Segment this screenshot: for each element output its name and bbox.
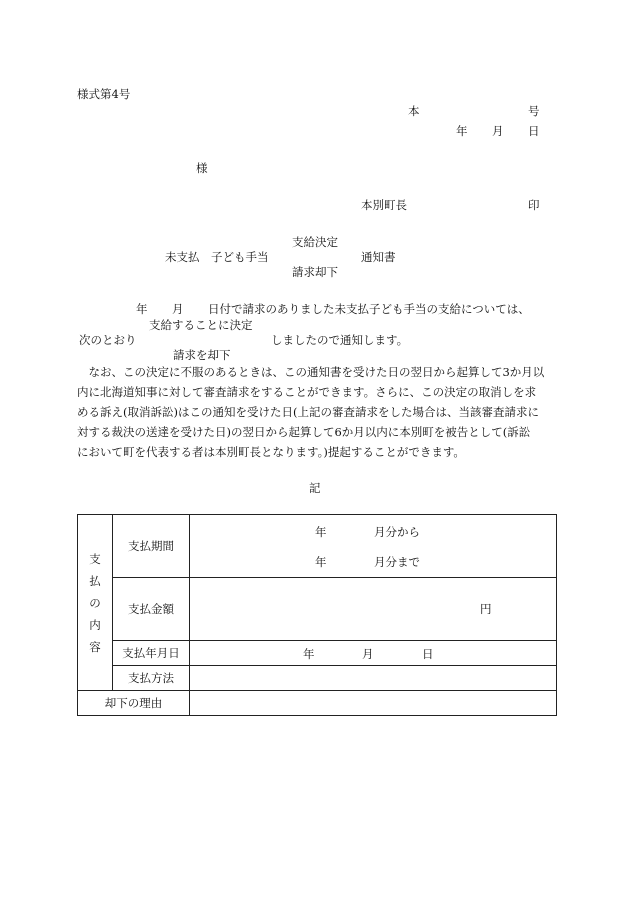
period-from-year: 年: [315, 525, 327, 539]
body-year: 年: [136, 302, 148, 316]
group-label-char: 容: [89, 639, 101, 654]
payment-date-cell[interactable]: [190, 641, 557, 666]
reject-reason-label: 却下の理由: [78, 691, 190, 716]
notice-line: において町を代表する者は本別町長となります。)提起することができます。: [77, 445, 465, 459]
amount-label: 支払金額: [113, 578, 190, 641]
notice-paragraph: [77, 362, 557, 462]
ki-heading: 記: [309, 481, 321, 495]
payment-date-day: 日: [422, 647, 434, 661]
notice-line: なお、この決定に不服のあるときは、この通知書を受けた日の翌日から起算して3か月以: [77, 365, 545, 379]
date-day: 日: [528, 124, 540, 138]
payment-date-month: 月: [362, 647, 374, 661]
doc-number-suffix: 号: [528, 104, 540, 118]
body-option-pay: 支給することに決定: [149, 318, 253, 332]
body-line2-start: 次のとおり: [79, 333, 137, 347]
title-option-reject: 請求却下: [292, 265, 338, 279]
date-year: 年: [456, 124, 468, 138]
title-main: 未支払 子ども手当: [165, 250, 269, 264]
date-month: 月: [492, 124, 504, 138]
amount-cell[interactable]: [190, 578, 557, 641]
group-label-char: 支: [89, 551, 101, 566]
notice-line: 対する裁決の送達を受けた日)の翌日から起算して6か月以内に本別町を被告として(訴訟: [77, 425, 531, 439]
sender-seal: 印: [528, 198, 540, 212]
payment-method-label: 支払方法: [113, 666, 190, 691]
payment-content-group-label: [78, 515, 113, 691]
sender-name: 本別町長: [361, 198, 407, 212]
period-from: 月分から: [374, 525, 420, 539]
amount-unit: 円: [480, 602, 492, 616]
group-label-char: 内: [89, 617, 101, 632]
period-cell[interactable]: [190, 515, 557, 578]
form-number: 様式第4号: [77, 87, 131, 101]
title-suffix: 通知書: [361, 250, 396, 264]
reject-reason-cell[interactable]: [190, 691, 557, 716]
period-to: 月分まで: [374, 555, 420, 569]
group-label-char: 払: [89, 573, 101, 588]
title-option-pay: 支給決定: [292, 235, 338, 249]
body-line2-end: しましたので通知します。: [271, 333, 409, 347]
payment-details-table: [77, 514, 557, 716]
group-label-char: の: [89, 595, 101, 610]
doc-number-prefix: 本: [408, 104, 420, 118]
notice-line: める訴え(取消訴訟)はこの通知を受けた日(上記の審査請求をした場合は、当該審査請求に: [77, 405, 539, 419]
body-option-reject: 請求を却下: [173, 348, 231, 362]
period-to-year: 年: [315, 555, 327, 569]
period-label: 支払期間: [113, 515, 190, 578]
body-month: 月: [172, 302, 184, 316]
payment-method-cell[interactable]: [190, 666, 557, 691]
body-line1: 日付で請求のありました未支払子ども手当の支給については、: [208, 302, 530, 316]
payment-date-label: 支払年月日: [113, 641, 190, 666]
recipient-honorific: 様: [196, 161, 208, 175]
notice-line: 内に北海道知事に対して審査請求をすることができます。さらに、この決定の取消しを求: [77, 385, 537, 399]
payment-date-year: 年: [303, 647, 315, 661]
